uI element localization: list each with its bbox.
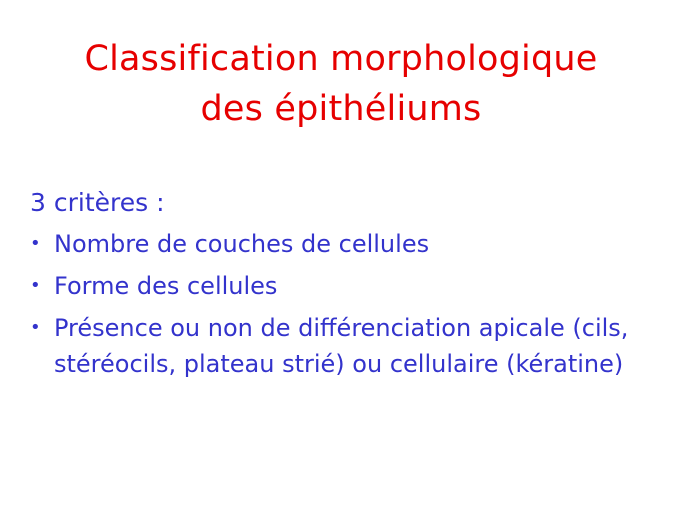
list-item-text: Forme des cellules	[54, 272, 278, 300]
slide-content	[30, 182, 670, 388]
bullet-icon: •	[30, 275, 41, 296]
list-item-text: Présence ou non de différenciation apicale (cils, stéréocils, plateau strié) ou cellulaire (kératine)	[54, 314, 629, 378]
list-item	[30, 310, 670, 382]
criteria-list	[30, 226, 670, 382]
bullet-icon: •	[30, 233, 41, 254]
bullet-icon: •	[30, 317, 41, 338]
title-line-2: des épithéliums	[200, 89, 482, 129]
title-line-1: Classification morphologique	[84, 39, 598, 79]
slide-title	[0, 34, 682, 134]
list-item	[30, 226, 670, 262]
list-item-text: Nombre de couches de cellules	[54, 230, 430, 258]
criteria-heading: 3 critères :	[30, 188, 165, 217]
list-item	[30, 268, 670, 304]
